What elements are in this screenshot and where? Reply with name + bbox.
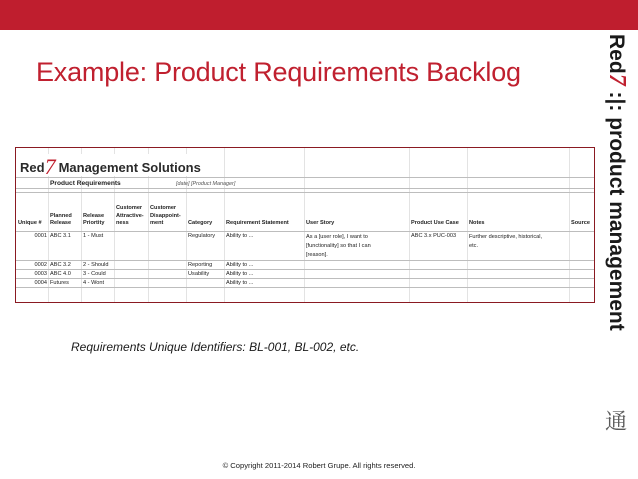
row-3-priority: 3 - Could xyxy=(83,271,106,277)
row-4-id: 0004 xyxy=(34,280,47,286)
header-source: Source xyxy=(571,220,590,226)
row-1-use-case: ABC 3.x PUC-003 xyxy=(411,233,457,239)
header-requirement-statement: Requirement Statement xyxy=(226,220,289,226)
row-2-statement: Ability to ... xyxy=(226,262,254,268)
grid-row-line xyxy=(16,188,594,189)
header-planned-release: Planned Release xyxy=(50,212,72,226)
header-customer-disappointment: Customer Disappoint- ment xyxy=(150,205,181,226)
kanji-seal-icon: 通 xyxy=(604,410,627,435)
copyright-footer: © Copyright 2011-2014 Robert Grupe. All rights reserved. xyxy=(222,461,416,470)
header-category: Category xyxy=(188,220,213,226)
sheet-subtitle-note: [date] [Product Manager] xyxy=(176,181,236,187)
row-1-statement: Ability to ... xyxy=(226,233,254,239)
header-product-use-case: Product Use Case xyxy=(411,220,459,226)
header-bottom-line xyxy=(16,231,594,232)
sheet-brand-logo xyxy=(20,154,205,179)
grid-row-line xyxy=(16,177,594,178)
row-1-user-story: As a [user role], I want to [functionality] so that I can [reason]. xyxy=(306,234,371,258)
requirements-spreadsheet xyxy=(15,147,595,303)
row-4-release: Futures xyxy=(50,280,69,286)
grid-row-line xyxy=(16,278,594,279)
header-release-priority: Release Priortity xyxy=(83,212,105,226)
header-customer-attractiveness: Customer Attractive- ness xyxy=(116,205,144,226)
grid-row-line xyxy=(16,192,594,193)
row-1-notes: Further descriptive, historical, etc. xyxy=(469,234,543,249)
header-notes: Notes xyxy=(469,220,485,226)
row-3-id: 0003 xyxy=(34,271,47,277)
sheet-brand-red: Red xyxy=(20,160,45,175)
row-3-release: ABC 4.0 xyxy=(50,271,71,277)
row-1-id: 0001 xyxy=(34,233,47,239)
identifier-caption: Requirements Unique Identifiers: BL-001, BL-002, etc. xyxy=(71,340,360,354)
row-2-priority: 2 - Should xyxy=(83,262,109,268)
row-4-statement: Ability to ... xyxy=(226,280,254,286)
grid-row-line xyxy=(16,269,594,270)
sheet-subtitle: Product Requirements xyxy=(50,180,121,187)
row-2-category: Reporting xyxy=(188,262,213,268)
top-accent-bar xyxy=(0,0,638,30)
row-2-id: 0002 xyxy=(34,262,47,268)
row-4-priority: 4 - Wont xyxy=(83,280,105,286)
header-user-story: User Story xyxy=(306,220,335,226)
row-3-statement: Ability to ... xyxy=(226,271,254,277)
side-brand-banner xyxy=(603,34,633,384)
sheet-brand-name: Management Solutions xyxy=(58,160,201,175)
side-brand-rest: :|: product management xyxy=(605,85,628,331)
slide-title: Example: Product Requirements Backlog xyxy=(36,57,521,87)
row-1-priority: 1 - Must xyxy=(83,233,104,239)
grid-row-line xyxy=(16,287,594,288)
header-unique-id: Unique # xyxy=(18,220,42,226)
sheet-brand-seven: 7 xyxy=(44,154,56,179)
side-brand-red: Red xyxy=(605,34,628,74)
grid-row-line xyxy=(16,260,594,261)
side-brand-seven: 7 xyxy=(604,73,630,86)
row-2-release: ABC 3.2 xyxy=(50,262,71,268)
row-1-category: Regulatory xyxy=(188,233,216,239)
row-1-release: ABC 3.1 xyxy=(50,233,71,239)
row-3-category: Usability xyxy=(188,271,210,277)
side-brand-text xyxy=(602,34,631,331)
